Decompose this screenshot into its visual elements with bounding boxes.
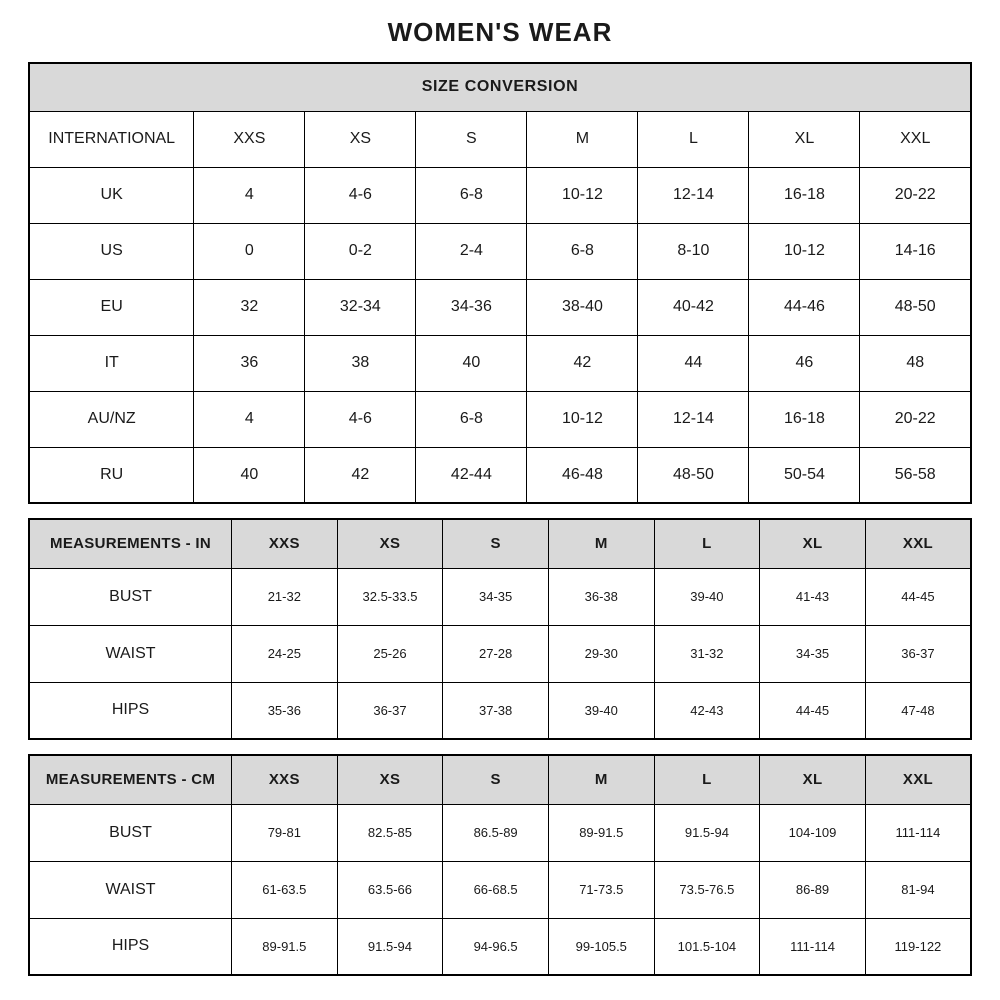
table-row: [29, 391, 971, 447]
table-row: [29, 279, 971, 335]
size-value: 4-6: [305, 391, 416, 447]
size-value: 0-2: [305, 223, 416, 279]
size-col-header: XXS: [232, 519, 338, 568]
measure-value: 42-43: [654, 682, 760, 739]
row-label: HIPS: [29, 918, 232, 975]
row-label: BUST: [29, 568, 232, 625]
size-value: 32-34: [305, 279, 416, 335]
measure-value: 21-32: [232, 568, 338, 625]
measure-value: 24-25: [232, 625, 338, 682]
size-col-header: L: [654, 519, 760, 568]
row-label: RU: [29, 447, 194, 503]
measure-value: 44-45: [865, 568, 971, 625]
size-col-header: XS: [305, 111, 416, 167]
size-value: 20-22: [860, 391, 971, 447]
size-value: 48-50: [860, 279, 971, 335]
size-value: 4: [194, 391, 305, 447]
measure-value: 82.5-85: [337, 804, 443, 861]
measurements-title: MEASUREMENTS - CM: [29, 755, 232, 804]
size-value: 4-6: [305, 167, 416, 223]
size-value: 44-46: [749, 279, 860, 335]
table-row: [29, 519, 971, 568]
measure-value: 89-91.5: [548, 804, 654, 861]
measure-value: 36-37: [865, 625, 971, 682]
size-value: 12-14: [638, 167, 749, 223]
row-label: BUST: [29, 804, 232, 861]
measure-value: 94-96.5: [443, 918, 549, 975]
table-row: [29, 335, 971, 391]
measure-value: 73.5-76.5: [654, 861, 760, 918]
measure-value: 71-73.5: [548, 861, 654, 918]
size-value: 40: [416, 335, 527, 391]
row-label: IT: [29, 335, 194, 391]
table-row: [29, 111, 971, 167]
size-col-header: S: [443, 519, 549, 568]
size-value: 38: [305, 335, 416, 391]
measure-value: 79-81: [232, 804, 338, 861]
table-row: [29, 167, 971, 223]
measure-value: 37-38: [443, 682, 549, 739]
table-row: [29, 625, 971, 682]
measure-value: 111-114: [760, 918, 866, 975]
size-value: 38-40: [527, 279, 638, 335]
size-value: 8-10: [638, 223, 749, 279]
measure-value: 66-68.5: [443, 861, 549, 918]
row-label: WAIST: [29, 861, 232, 918]
table-row: [29, 447, 971, 503]
size-col-header: XS: [337, 519, 443, 568]
measure-value: 29-30: [548, 625, 654, 682]
size-value: 46: [749, 335, 860, 391]
table-row: [29, 63, 971, 111]
size-col-header: XS: [337, 755, 443, 804]
size-col-header: XXL: [865, 519, 971, 568]
size-col-header: S: [416, 111, 527, 167]
size-value: 20-22: [860, 167, 971, 223]
measurements-title: MEASUREMENTS - IN: [29, 519, 232, 568]
size-value: 42: [527, 335, 638, 391]
measure-value: 81-94: [865, 861, 971, 918]
measurements-cm-table: [28, 754, 972, 976]
size-value: 16-18: [749, 167, 860, 223]
row-label: EU: [29, 279, 194, 335]
size-col-header: S: [443, 755, 549, 804]
size-value: 48-50: [638, 447, 749, 503]
size-value: 2-4: [416, 223, 527, 279]
size-value: 6-8: [416, 167, 527, 223]
size-col-header: XL: [760, 755, 866, 804]
measure-value: 111-114: [865, 804, 971, 861]
size-value: 42-44: [416, 447, 527, 503]
size-col-header: L: [638, 111, 749, 167]
measure-value: 63.5-66: [337, 861, 443, 918]
row-label: AU/NZ: [29, 391, 194, 447]
size-value: 14-16: [860, 223, 971, 279]
table-row: [29, 755, 971, 804]
measure-value: 91.5-94: [654, 804, 760, 861]
row-label: HIPS: [29, 682, 232, 739]
measure-value: 36-37: [337, 682, 443, 739]
size-value: 36: [194, 335, 305, 391]
measure-value: 104-109: [760, 804, 866, 861]
measure-value: 44-45: [760, 682, 866, 739]
size-value: 6-8: [416, 391, 527, 447]
measurements-in-table: [28, 518, 972, 740]
size-value: 10-12: [527, 167, 638, 223]
measure-value: 91.5-94: [337, 918, 443, 975]
measure-value: 31-32: [654, 625, 760, 682]
size-value: 44: [638, 335, 749, 391]
table-row: [29, 861, 971, 918]
size-value: 6-8: [527, 223, 638, 279]
size-value: 46-48: [527, 447, 638, 503]
size-col-header: M: [548, 519, 654, 568]
size-col-header: M: [548, 755, 654, 804]
size-conversion-banner: SIZE CONVERSION: [29, 63, 971, 111]
measure-value: 86-89: [760, 861, 866, 918]
size-value: 0: [194, 223, 305, 279]
measure-value: 25-26: [337, 625, 443, 682]
row-label: US: [29, 223, 194, 279]
measure-value: 61-63.5: [232, 861, 338, 918]
measure-value: 119-122: [865, 918, 971, 975]
size-value: 16-18: [749, 391, 860, 447]
size-value: 10-12: [527, 391, 638, 447]
row-label: WAIST: [29, 625, 232, 682]
measure-value: 86.5-89: [443, 804, 549, 861]
measure-value: 41-43: [760, 568, 866, 625]
size-value: 48: [860, 335, 971, 391]
measure-value: 39-40: [548, 682, 654, 739]
size-value: 40-42: [638, 279, 749, 335]
measure-value: 36-38: [548, 568, 654, 625]
measure-value: 34-35: [760, 625, 866, 682]
page-title: WOMEN'S WEAR: [387, 17, 613, 47]
measure-value: 47-48: [865, 682, 971, 739]
measure-value: 35-36: [232, 682, 338, 739]
table-row: [29, 918, 971, 975]
row-label-international: INTERNATIONAL: [29, 111, 194, 167]
size-col-header: XXL: [860, 111, 971, 167]
size-value: 40: [194, 447, 305, 503]
measure-value: 32.5-33.5: [337, 568, 443, 625]
size-value: 42: [305, 447, 416, 503]
table-row: [29, 223, 971, 279]
row-label: UK: [29, 167, 194, 223]
size-col-header: XXS: [194, 111, 305, 167]
size-value: 34-36: [416, 279, 527, 335]
size-value: 10-12: [749, 223, 860, 279]
size-col-header: XXL: [865, 755, 971, 804]
size-col-header: XL: [760, 519, 866, 568]
size-value: 32: [194, 279, 305, 335]
measure-value: 101.5-104: [654, 918, 760, 975]
size-col-header: XXS: [232, 755, 338, 804]
measure-value: 99-105.5: [548, 918, 654, 975]
measure-value: 27-28: [443, 625, 549, 682]
table-row: [29, 568, 971, 625]
size-value: 4: [194, 167, 305, 223]
measure-value: 39-40: [654, 568, 760, 625]
table-row: [29, 804, 971, 861]
size-col-header: L: [654, 755, 760, 804]
size-value: 56-58: [860, 447, 971, 503]
size-col-header: M: [527, 111, 638, 167]
measure-value: 89-91.5: [232, 918, 338, 975]
size-value: 50-54: [749, 447, 860, 503]
size-col-header: XL: [749, 111, 860, 167]
table-row: [29, 682, 971, 739]
size-conversion-table: [28, 62, 972, 504]
size-value: 12-14: [638, 391, 749, 447]
measure-value: 34-35: [443, 568, 549, 625]
